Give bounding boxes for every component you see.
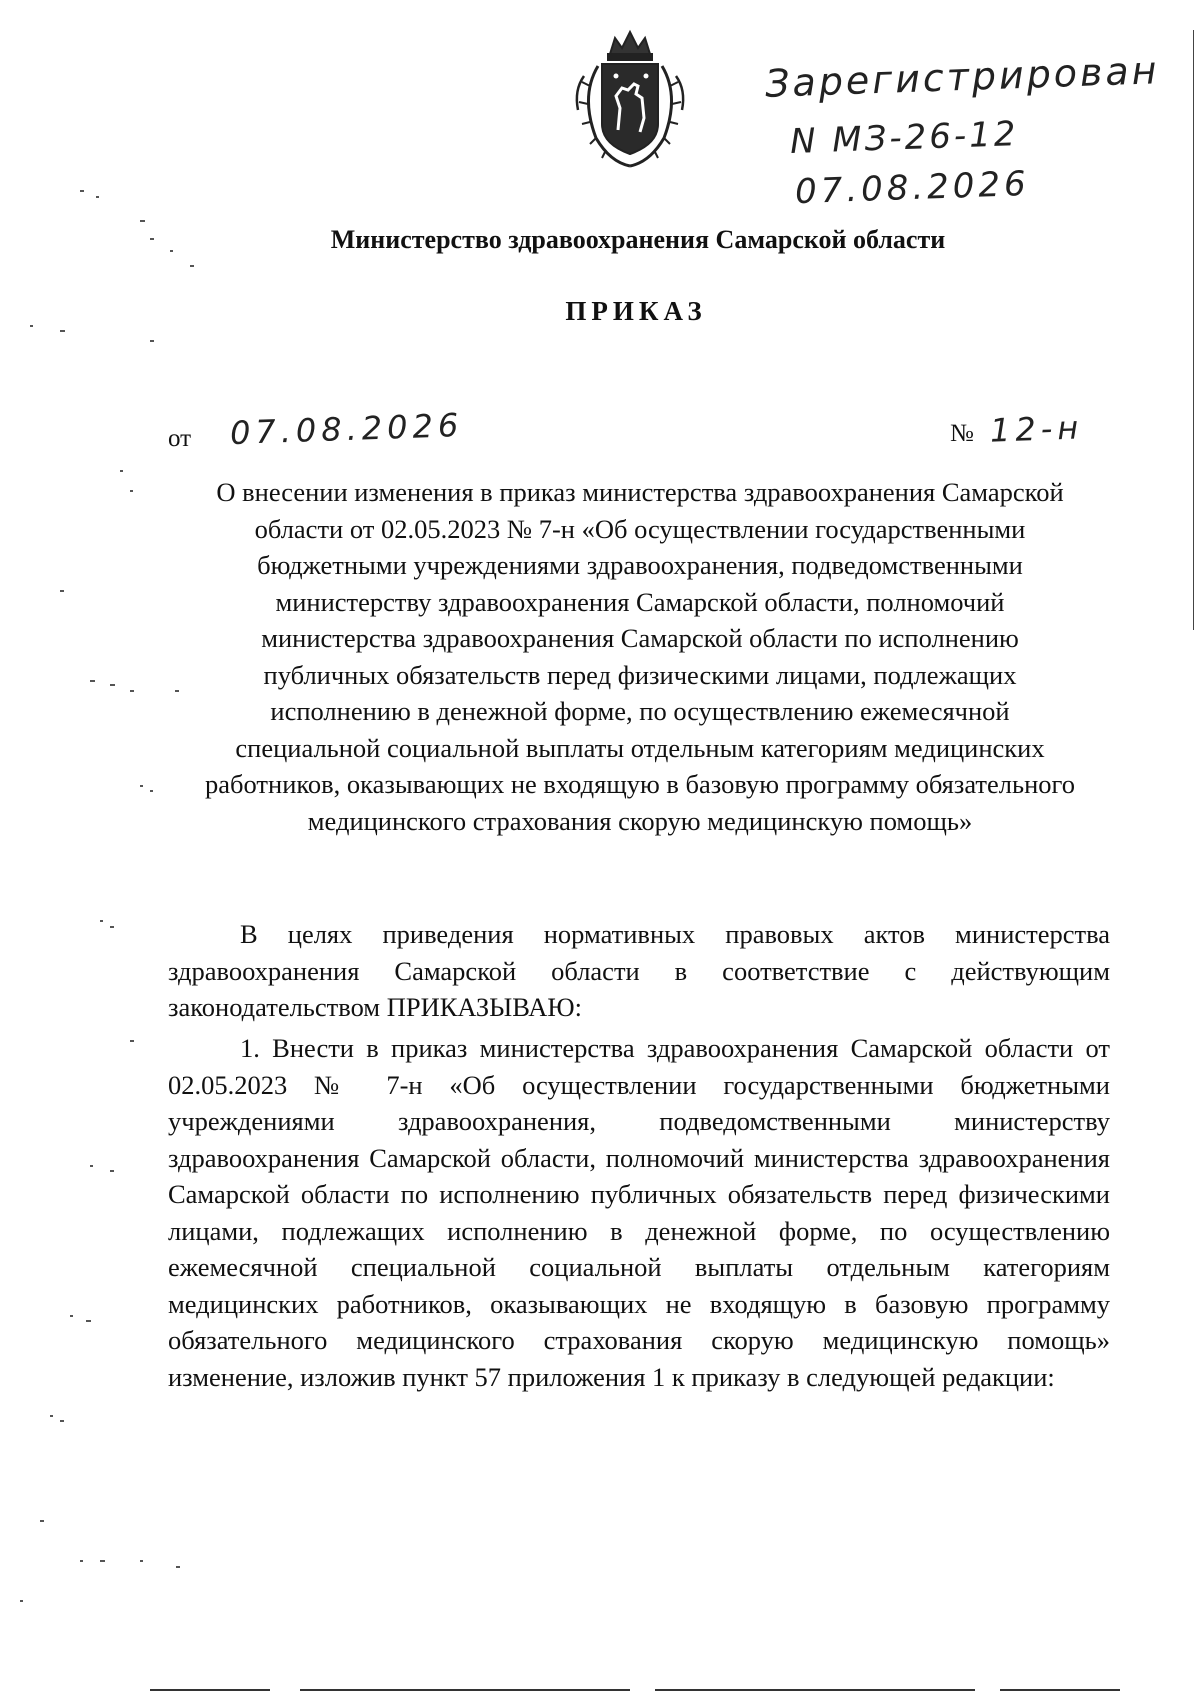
title-line: исполнению в денежной форме, по осуществлению ежемесячной	[270, 696, 1010, 726]
date-label: от	[168, 425, 192, 452]
title-line: публичных обязательств перед физическими лицами, подлежащих	[263, 659, 1017, 690]
ministry-heading: Министерство здравоохранения Самарской области	[330, 225, 946, 254]
registration-stamp-line-1: Зарегистрирован	[764, 48, 1161, 106]
number-label: №	[950, 420, 974, 447]
page-bottom-rule	[150, 1689, 270, 1691]
registration-stamp-line-2: N МЗ-26-12	[789, 114, 1020, 162]
title-line: области от 02.05.2023 № 7-н «Об осуществлении государственными	[254, 513, 1026, 544]
title-line: специальной социальной выплаты отдельным категориям медицинских	[235, 732, 1045, 763]
document-type-heading: ПРИКАЗ	[565, 296, 707, 326]
registration-stamp-line-3: 07.08.2026	[794, 163, 1031, 213]
page-bottom-rule	[1000, 1689, 1120, 1691]
page-bottom-rule	[655, 1689, 975, 1691]
order-item-1-paragraph: 1. Внести в приказ министерства здравоохранения Самарской области от 02.05.2023 № 7-н «Об осуществлении государственными бюджетными учреждениями здравоохранения, подведомственными министерству здравоохранения Самарской области, полномочий министерства здравоохранения Самарской области по исполнению публичных обязательств перед физическими лицами, подлежащих исполнению в денежной форме, по осуществлению ежемесячной специальной социальной выплаты отдельным категориям медицинских работников, оказывающих не входящую в базовую программу обязательного медицинского страхования скорую медицинскую помощь» изменение, изложив пункт 57 приложения 1 к приказу в следующей редакции:	[168, 1033, 1110, 1392]
page-bottom-rule	[300, 1689, 630, 1691]
date-value: 07.08.2026	[229, 405, 464, 453]
title-line: министерства здравоохранения Самарской области по исполнению	[261, 623, 1019, 653]
document-title	[150, 474, 1130, 839]
samara-region-coat-of-arms-icon	[560, 26, 700, 176]
title-line: бюджетными учреждениями здравоохранения, подведомственными	[257, 550, 1023, 580]
preamble-paragraph: В целях приведения нормативных правовых актов министерства здравоохранения Самарской области в соответствие с действующим законодательством ПРИКАЗЫВАЮ:	[168, 919, 1110, 1022]
number-value: 12-н	[989, 408, 1084, 450]
title-line: министерству здравоохранения Самарской области, полномочий	[275, 586, 1005, 617]
scan-edge-line	[1193, 30, 1194, 630]
title-line: медицинского страхования скорую медицинскую помощь»	[307, 805, 973, 836]
title-line: работников, оказывающих не входящую в базовую программу обязательного	[205, 769, 1075, 799]
title-line: О внесении изменения в приказ министерства здравоохранения Самарской	[216, 477, 1064, 507]
